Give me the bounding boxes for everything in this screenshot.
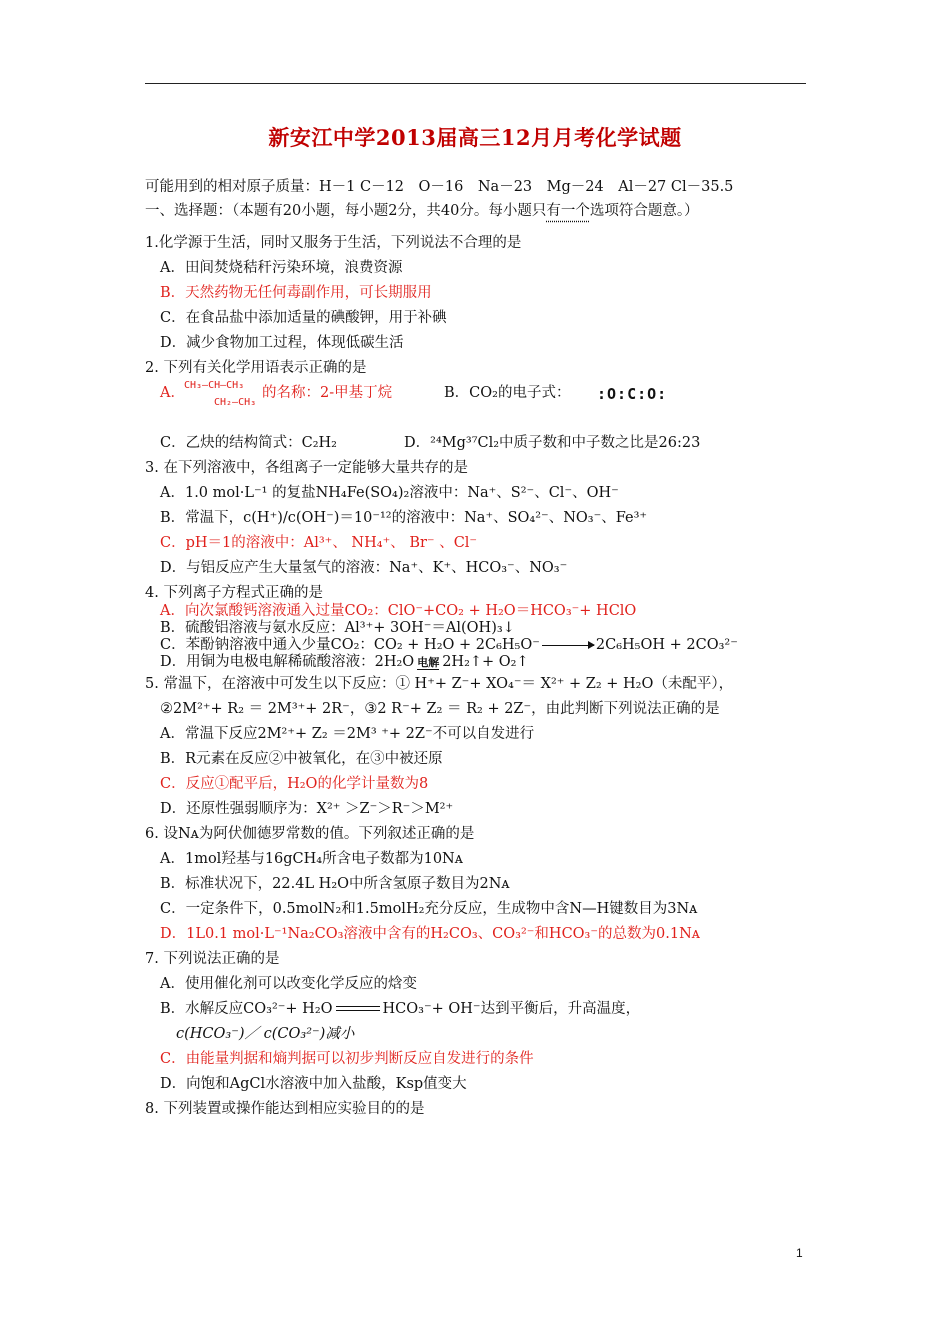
q5-option-d: D．还原性强弱顺序为：X²⁺ ＞Z⁻＞R⁻＞M²⁺ — [160, 801, 454, 817]
q5-option-c: C．反应①配平后，H₂O的化学计量数为8 — [160, 776, 429, 792]
reaction-arrow — [542, 645, 594, 646]
q6-option-a: A．1mol羟基与16gCH₄所含电子数都为10Nᴀ — [160, 851, 463, 867]
q7-b-right: HCO₃⁻+ OH⁻达到平衡后，升高温度， — [382, 1001, 641, 1017]
q4-d-left: D．用铜为电极电解稀硫酸溶液：2H₂O — [160, 654, 415, 670]
q2-option-d: D．²⁴Mg³⁷Cl₂中质子数和中子数之比是26:23 — [404, 435, 701, 451]
q1-stem: 1.化学源于生活，同时又服务于生活，下列说法不合理的是 — [145, 235, 522, 251]
q3-option-b: B．常温下，c(H⁺)/c(OH⁻)＝10⁻¹²的溶液中：Na⁺、SO₄²⁻、NO₃⁻、Fe³⁺ — [160, 510, 648, 526]
equilibrium-arrow — [336, 1005, 380, 1013]
q4-d-right: 2H₂↑+ O₂↑ — [442, 654, 529, 670]
co2-electron-formula: :O:C:O: — [597, 385, 668, 403]
q5-option-b: B．R元素在反应②中被氧化，在③中被还原 — [160, 751, 443, 767]
q2-option-a-suffix: 的名称：2-甲基丁烷 — [262, 385, 393, 401]
q6-stem: 6. 设Nᴀ为阿伏伽德罗常数的值。下列叙述正确的是 — [145, 826, 475, 842]
q7-option-d: D．向饱和AgCl水溶液中加入盐酸，Ksp值变大 — [160, 1076, 467, 1092]
q4-option-c — [160, 637, 738, 654]
q6-option-b: B．标准状况下，22.4L H₂O中所含氢原子数目为2Nᴀ — [160, 876, 510, 892]
q2-option-a-prefix: A． — [160, 385, 185, 401]
q7-stem: 7. 下列说法正确的是 — [145, 951, 280, 967]
q3-option-d: D．与铝反应产生大量氢气的溶液：Na⁺、K⁺、HCO₃⁻、NO₃⁻ — [160, 560, 568, 576]
q4-option-a: A．向次氯酸钙溶液通入过量CO₂：ClO⁻+CO₂ + H₂O＝HCO₃⁻+ HClO — [160, 603, 637, 619]
q4-stem: 4. 下列离子方程式正确的是 — [145, 585, 323, 601]
q7-option-c: C．由能量判据和熵判据可以初步判断反应自发进行的条件 — [160, 1051, 534, 1067]
q3-option-c: C．pH＝1的溶液中：Al³⁺、 NH₄⁺、 Br⁻ 、Cl⁻ — [160, 535, 478, 551]
electrolysis-label: 电解 — [417, 656, 440, 669]
q7-option-b — [160, 999, 640, 1019]
page-title: 新安江中学2013届高三12月月考化学试题 — [268, 125, 682, 150]
q5-stem-1: 5. 常温下，在溶液中可发生以下反应：① H⁺+ Z⁻+ XO₄⁻＝ X²⁺ + Z₂ + H₂O（未配平）， — [145, 676, 734, 692]
q4-option-d — [160, 654, 529, 671]
atomic-mass-line: 可能用到的相对原子质量：H－1 C－12 O－16 Na－23 Mg－24 Al－27 Cl－35.5 — [145, 179, 734, 195]
q5-option-a: A．常温下反应2M²⁺+ Z₂ ＝2M³ ⁺+ 2Z⁻不可以自发进行 — [160, 726, 535, 742]
q4-option-b: B．硫酸铝溶液与氨水反应：Al³⁺+ 3OH⁻＝Al(OH)₃↓ — [160, 620, 515, 636]
q7-b-left: B．水解反应CO₃²⁻+ H₂O — [160, 1001, 333, 1017]
q2-option-c: C．乙炔的结构简式：C₂H₂ — [160, 435, 337, 451]
section-prefix: 一、选择题：（本题有20小题，每小题2分，共40分。每小题只 — [145, 203, 547, 219]
page-number: 1 — [796, 1246, 803, 1260]
q7-option-b-line2: c(HCO₃⁻)／ c(CO₃²⁻)减小 — [176, 1026, 355, 1042]
section-heading — [145, 201, 699, 221]
q5-stem-2: ②2M²⁺+ R₂ ＝ 2M³⁺+ 2R⁻，③2 R⁻+ Z₂ ＝ R₂ + 2Z⁻，由此判断下列说法正确的是 — [160, 701, 720, 717]
q4-c-left: C．苯酚钠溶液中通入少量CO₂：CO₂ + H₂O + 2C₆H₅O⁻ — [160, 637, 540, 653]
q2-struct-top: CH₃—CH—CH₃ — [184, 380, 245, 391]
q1-option-d: D．减少食物加工过程，体现低碳生活 — [160, 335, 404, 351]
q3-stem: 3. 在下列溶液中，各组离子一定能够大量共存的是 — [145, 460, 468, 476]
q1-option-c: C．在食品盐中添加适量的碘酸钾，用于补碘 — [160, 310, 447, 326]
q4-c-right: 2C₆H₅OH + 2CO₃²⁻ — [595, 637, 738, 653]
q2-option-b: B．CO₂的电子式： — [444, 385, 571, 401]
q1-option-b: B．天然药物无任何毒副作用，可长期服用 — [160, 285, 432, 301]
q7-option-a: A．使用催化剂可以改变化学反应的焓变 — [160, 976, 417, 992]
q3-option-a: A．1.0 mol·L⁻¹ 的复盐NH₄Fe(SO₄)₂溶液中：Na⁺、S²⁻、Cl⁻、OH⁻ — [160, 485, 619, 501]
q2-struct-bottom: CH₂—CH₃ — [214, 397, 257, 408]
section-suffix: 选项符合题意。） — [589, 203, 699, 219]
q2-stem: 2. 下列有关化学用语表示正确的是 — [145, 360, 367, 376]
q8-stem: 8. 下列装置或操作能达到相应实验目的的是 — [145, 1101, 425, 1117]
q6-option-d: D．1L0.1 mol·L⁻¹Na₂CO₃溶液中含有的H₂CO₃、CO₃²⁻和HCO₃⁻的总数为0.1Nᴀ — [160, 926, 700, 942]
q6-option-c: C．一定条件下，0.5molN₂和1.5molH₂充分反应，生成物中含N—H键数目为3Nᴀ — [160, 901, 698, 917]
header-rule — [145, 83, 806, 84]
section-emphasis: 有一个 — [546, 203, 590, 219]
q1-option-a: A．田间焚烧秸秆污染环境，浪费资源 — [160, 260, 403, 276]
